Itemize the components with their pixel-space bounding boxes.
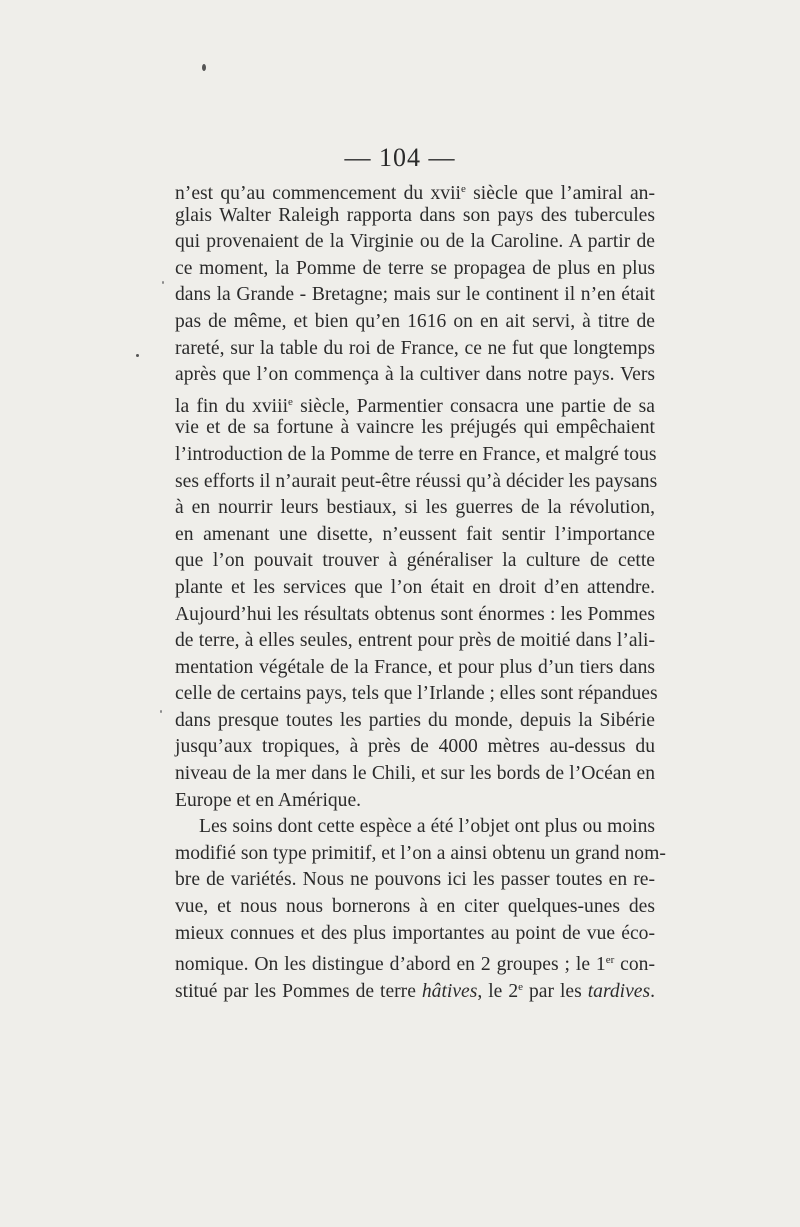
text-line: qui provenaient de la Virginie ou de la Caroline. A partir de: [175, 231, 655, 253]
text-line: ses efforts il n’aurait peut-être réussi qu’à décider les paysans: [175, 470, 658, 492]
text-line: Les soins dont cette espèce a été l’objet ont plus ou moins: [199, 816, 655, 838]
text-line: niveau de la mer dans le Chili, et sur les bords de l’Océan en: [175, 763, 655, 785]
text-line: plante et les services que l’on était en droit d’en attendre.: [175, 576, 655, 598]
text-line: pas de même, et bien qu’en 1616 on en ait servi, à titre de: [175, 310, 655, 332]
text-line: que l’on pouvait trouver à généraliser la culture de cette: [175, 550, 655, 572]
text-line: la fin du xviii$^e$ siècle, Parmentier consacra une partie de sa: [175, 395, 655, 417]
scan-speck: [162, 281, 164, 284]
text-line: stitué par les Pommes de terre hâtives, le 2e par les tardives.: [175, 980, 656, 1002]
text-line: bre de variétés. Nous ne pouvons ici les passer toutes en re-: [175, 869, 655, 891]
text-line: l’introduction de la Pomme de terre en France, et malgré tous: [175, 443, 657, 465]
text-line: vue, et nous nous bornerons à en citer quelques-unes des: [175, 896, 655, 918]
text-line: jusqu’aux tropiques, à près de 4000 mètres au-dessus du: [175, 736, 655, 758]
body-text: [175, 176, 666, 1002]
text-line: en amenant une disette, n’eussent fait sentir l’importance: [175, 523, 655, 545]
text-line: modifié son type primitif, et l’on a ainsi obtenu un grand nom-: [175, 842, 666, 864]
text-line: dans la Grande - Bretagne; mais sur le continent il n’en était: [175, 284, 655, 306]
text-line: n’est qu’au commencement du xvii$^e$ siècle que l’amiral an-: [175, 183, 655, 204]
text-line: glais Walter Raleigh rapporta dans son pays des tubercules: [175, 204, 655, 226]
text-line: dans presque toutes les parties du monde, depuis la Sibérie: [175, 709, 655, 731]
text-line: nomique. On les distingue d’abord en 2 groupes ; le 1er con-: [175, 954, 655, 976]
text-line: de terre, à elles seules, entrent pour près de moitié dans l’ali-: [175, 630, 655, 652]
text-line: Aujourd’hui les résultats obtenus sont énormes : les Pommes: [175, 603, 655, 625]
text-line: vie et de sa fortune à vaincre les préjugés qui empêchaient: [175, 417, 655, 439]
text-line: rareté, sur la table du roi de France, ce ne fut que longtemps: [175, 337, 655, 359]
text-line: celle de certains pays, tels que l’Irlande ; elles sont répandues: [175, 683, 658, 705]
text-line: à en nourrir leurs bestiaux, si les guerres de la révolution,: [175, 497, 655, 519]
scan-speck: [160, 710, 162, 713]
scan-speck: [136, 354, 139, 357]
text-line: mentation végétale de la France, et pour plus d’un tiers dans: [175, 656, 655, 678]
text-line: ce moment, la Pomme de terre se propagea de plus en plus: [175, 257, 655, 279]
scan-speck: [202, 64, 206, 71]
text-line: mieux connues et des plus importantes au point de vue éco-: [175, 922, 655, 944]
text-line: Europe et en Amérique.: [175, 789, 362, 811]
page-number: — 104 —: [344, 143, 456, 172]
text-line: après que l’on commença à la cultiver dans notre pays. Vers: [175, 364, 655, 386]
